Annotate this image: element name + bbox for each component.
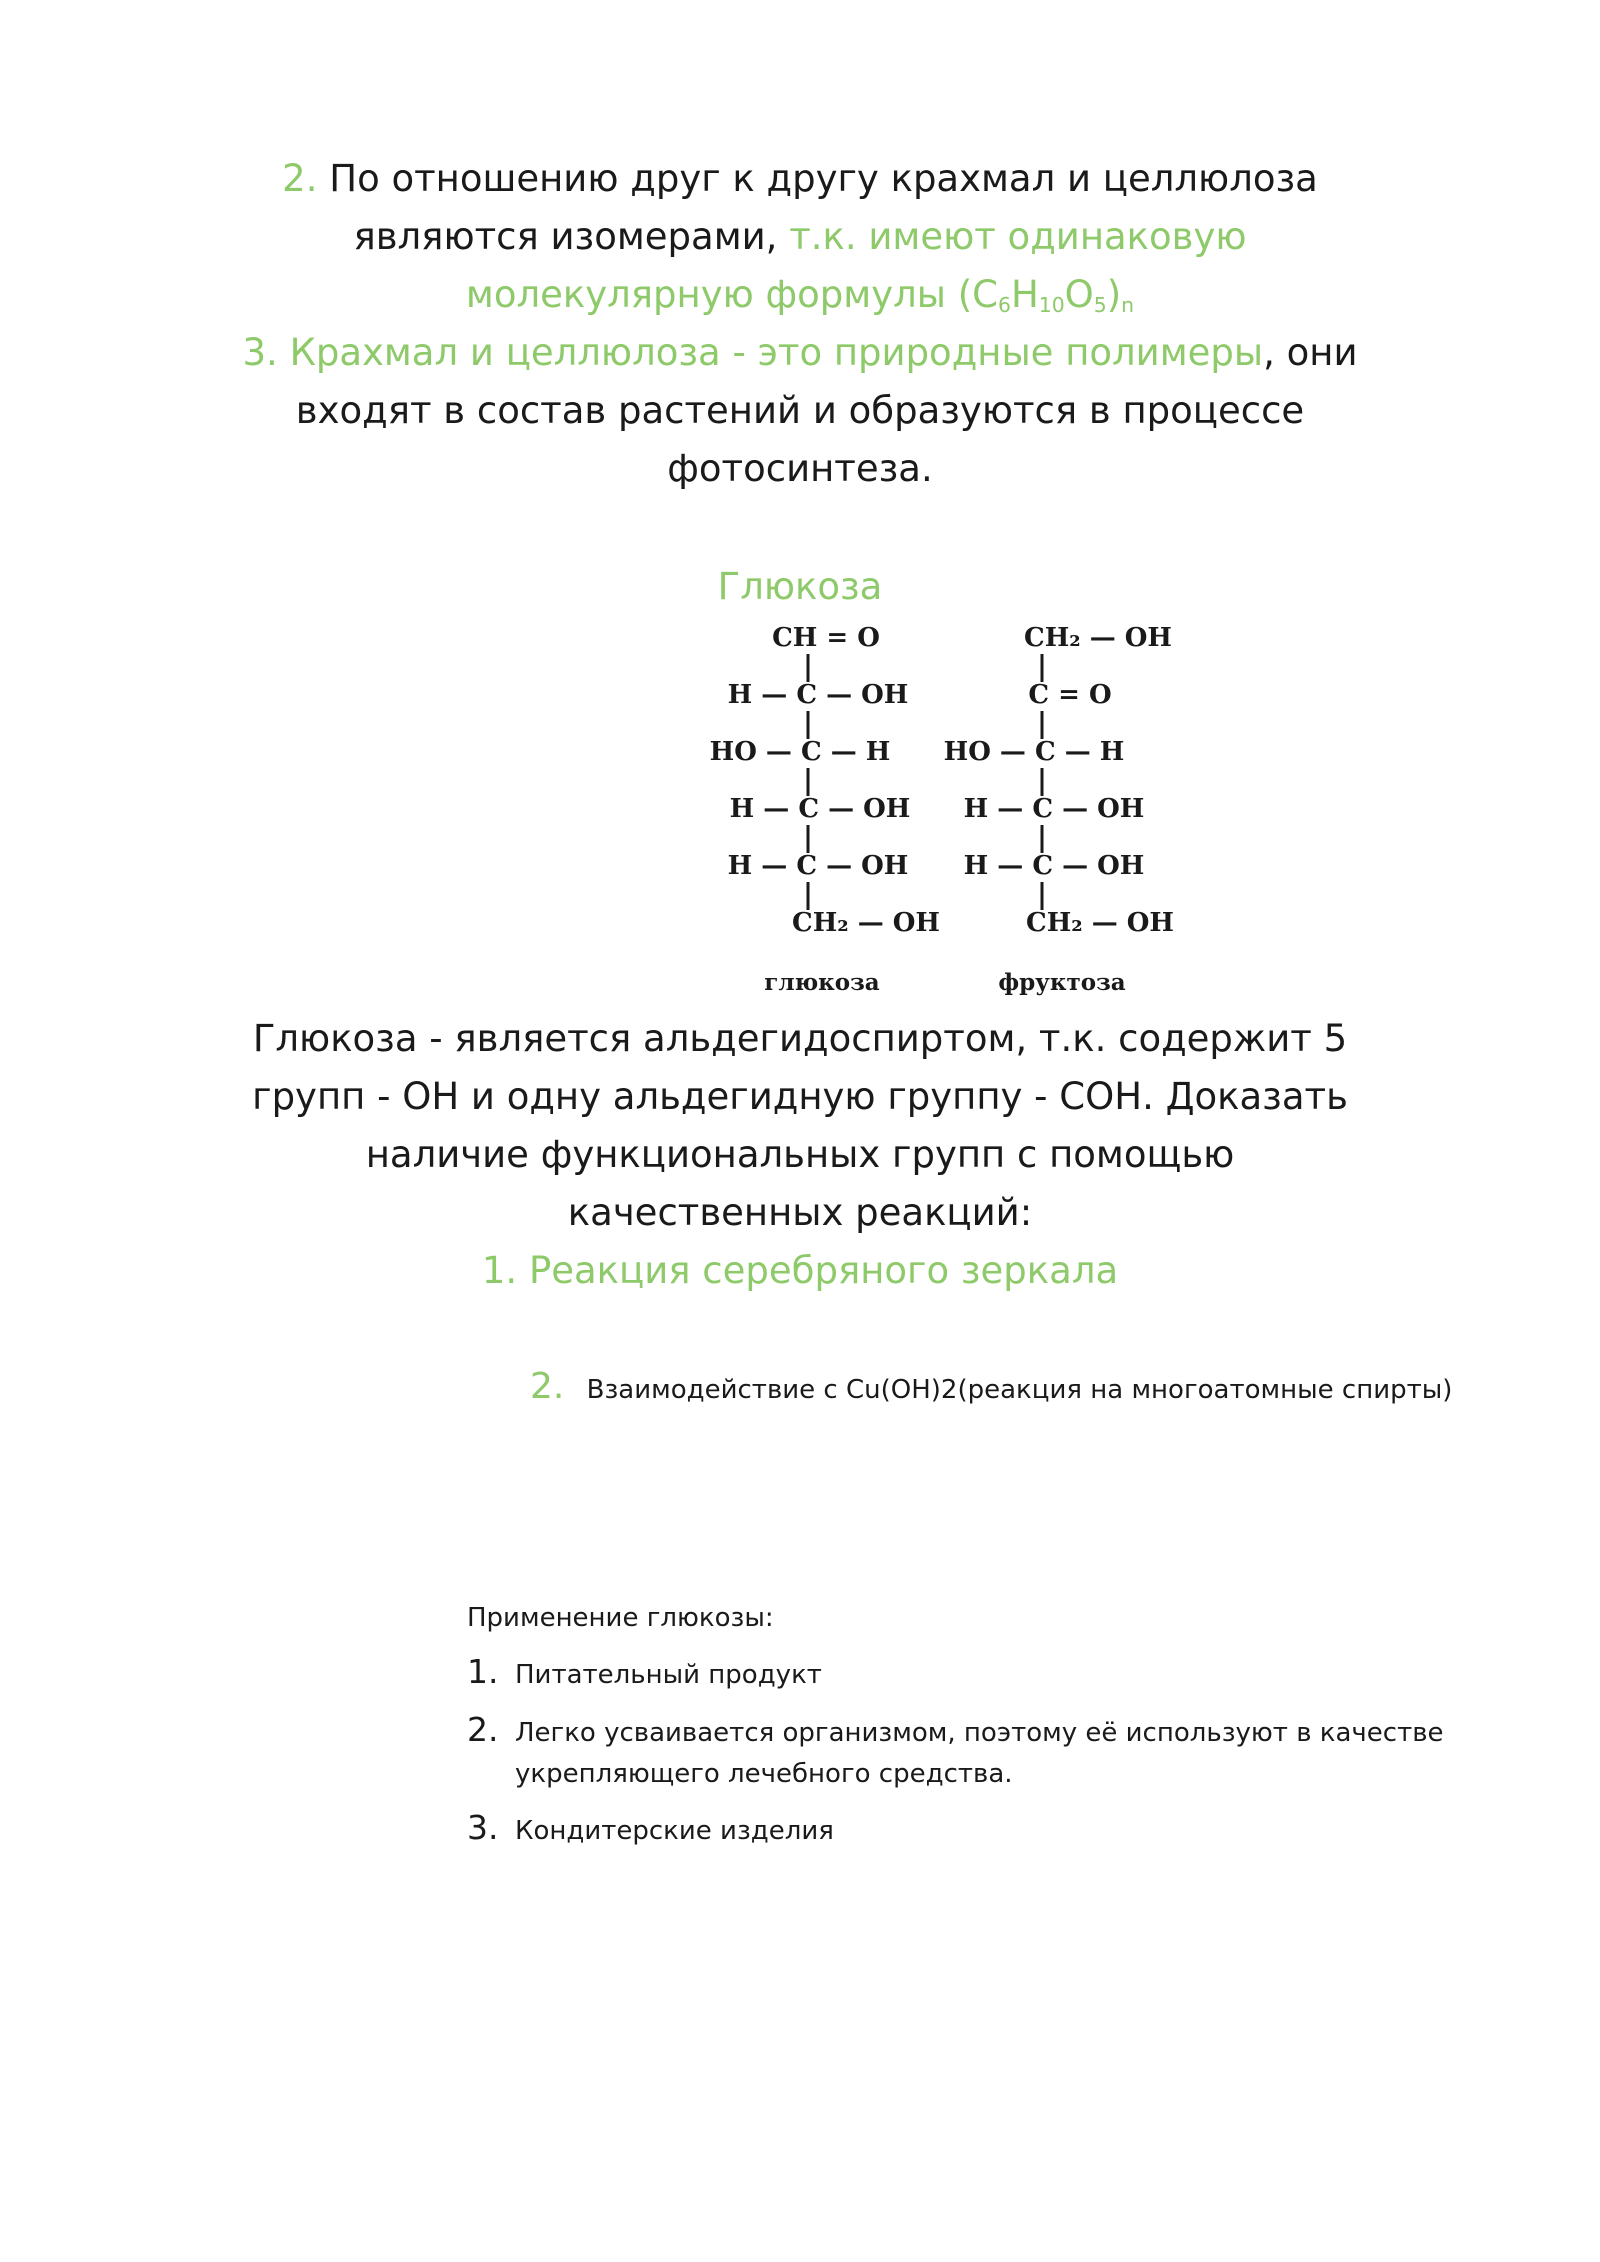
usage-item-3 [467,1806,834,1853]
item2-sub1: 6 [997,293,1011,318]
item2-formula-text2: Н [1010,273,1039,316]
glucose-row: H — C — OH [727,851,909,881]
glucose-row: CH₂ — OH [792,908,940,938]
glucose-row: H — C — OH [729,794,911,824]
glucose-caption: глюкоза [764,969,880,996]
fructose-row: H — C — OH [963,794,1145,824]
paragraph-line4: качественных реакций: [567,1191,1033,1234]
reaction-text: Взаимодействие с Cu(OH)2(реакция на многоатомные спирты) [586,1375,1453,1405]
fructose-row: C = O [1028,680,1112,710]
usage-item-2-continuation: укрепляющего лечебного средства. [515,1759,1013,1789]
item3-text-a2: , они [1263,331,1358,374]
item3-text-a1: Крахмал и целлюлоза - это природные полимеры [289,331,1264,374]
reaction-item-2 [530,1362,1452,1415]
item2-text-b1: являются изомерами, [353,215,790,258]
usage-number: 3. [467,1808,499,1847]
item3-text-c: фотосинтеза. [667,447,933,490]
item2-text-a: По отношению друг к другу крахмал и целлюлоза [329,157,1318,200]
item2-number: 2. [282,157,318,200]
item2-formula-text1: молекулярную формулы (С [465,273,998,316]
item2-formula-text4: ) [1106,273,1122,316]
usage-text: Питательный продукт [515,1660,822,1690]
glucose-row: CH = O [772,623,880,653]
paragraph-line2: групп - ОН и одну альдегидную группу - СОН. Доказать [252,1075,1348,1118]
item2-text-b2: т.к. имеют одинаковую [789,215,1247,258]
usage-item-1 [467,1650,822,1697]
glucose-row: H — C — OH [727,680,909,710]
usage-text: Легко усваивается организмом, поэтому её используют в качестве [515,1718,1444,1748]
paragraph-line3: наличие функциональных групп с помощью [365,1133,1235,1176]
item2-line2 [0,208,1600,266]
fructose-row: CH₂ — OH [1026,908,1174,938]
usage-number: 2. [467,1710,499,1749]
reaction-number: 1. [481,1249,518,1292]
item3-line2 [0,382,1600,440]
paragraph-line1: Глюкоза - является альдегидоспиртом, т.к. содержит 5 [252,1017,1348,1060]
fructose-formula [944,623,1174,996]
item3-line1 [0,324,1600,382]
glucose-heading: Глюкоза [717,565,883,608]
item3-text-b: входят в состав растений и образуются в процессе [295,389,1305,432]
item2-line1 [0,150,1600,208]
fructose-row: HO — C — H [943,737,1125,767]
usage-text: Кондитерские изделия [515,1816,834,1846]
fructose-row: H — C — OH [963,851,1145,881]
reaction-item-1 [0,1242,1600,1300]
item3-line3 [0,440,1600,498]
glucose-row: HO — C — H [709,737,891,767]
item2-formula-text3: О [1064,273,1094,316]
fructose-row: CH₂ — OH [1024,623,1172,653]
usage-heading: Применение глюкозы: [467,1603,774,1633]
structural-formulas-figure [700,610,1180,1010]
usage-number: 1. [467,1652,499,1691]
item2-sub2: 10 [1038,293,1065,318]
reaction-number: 2. [530,1366,565,1407]
item3-number: 3. [242,331,278,374]
glucose-formula [710,623,940,996]
usage-item-2 [467,1708,1444,1755]
item2-sub3: 5 [1093,293,1107,318]
item2-sub4: n [1121,293,1135,318]
fructose-caption: фруктоза [998,969,1126,996]
reaction-text: Реакция серебряного зеркала [528,1249,1119,1292]
